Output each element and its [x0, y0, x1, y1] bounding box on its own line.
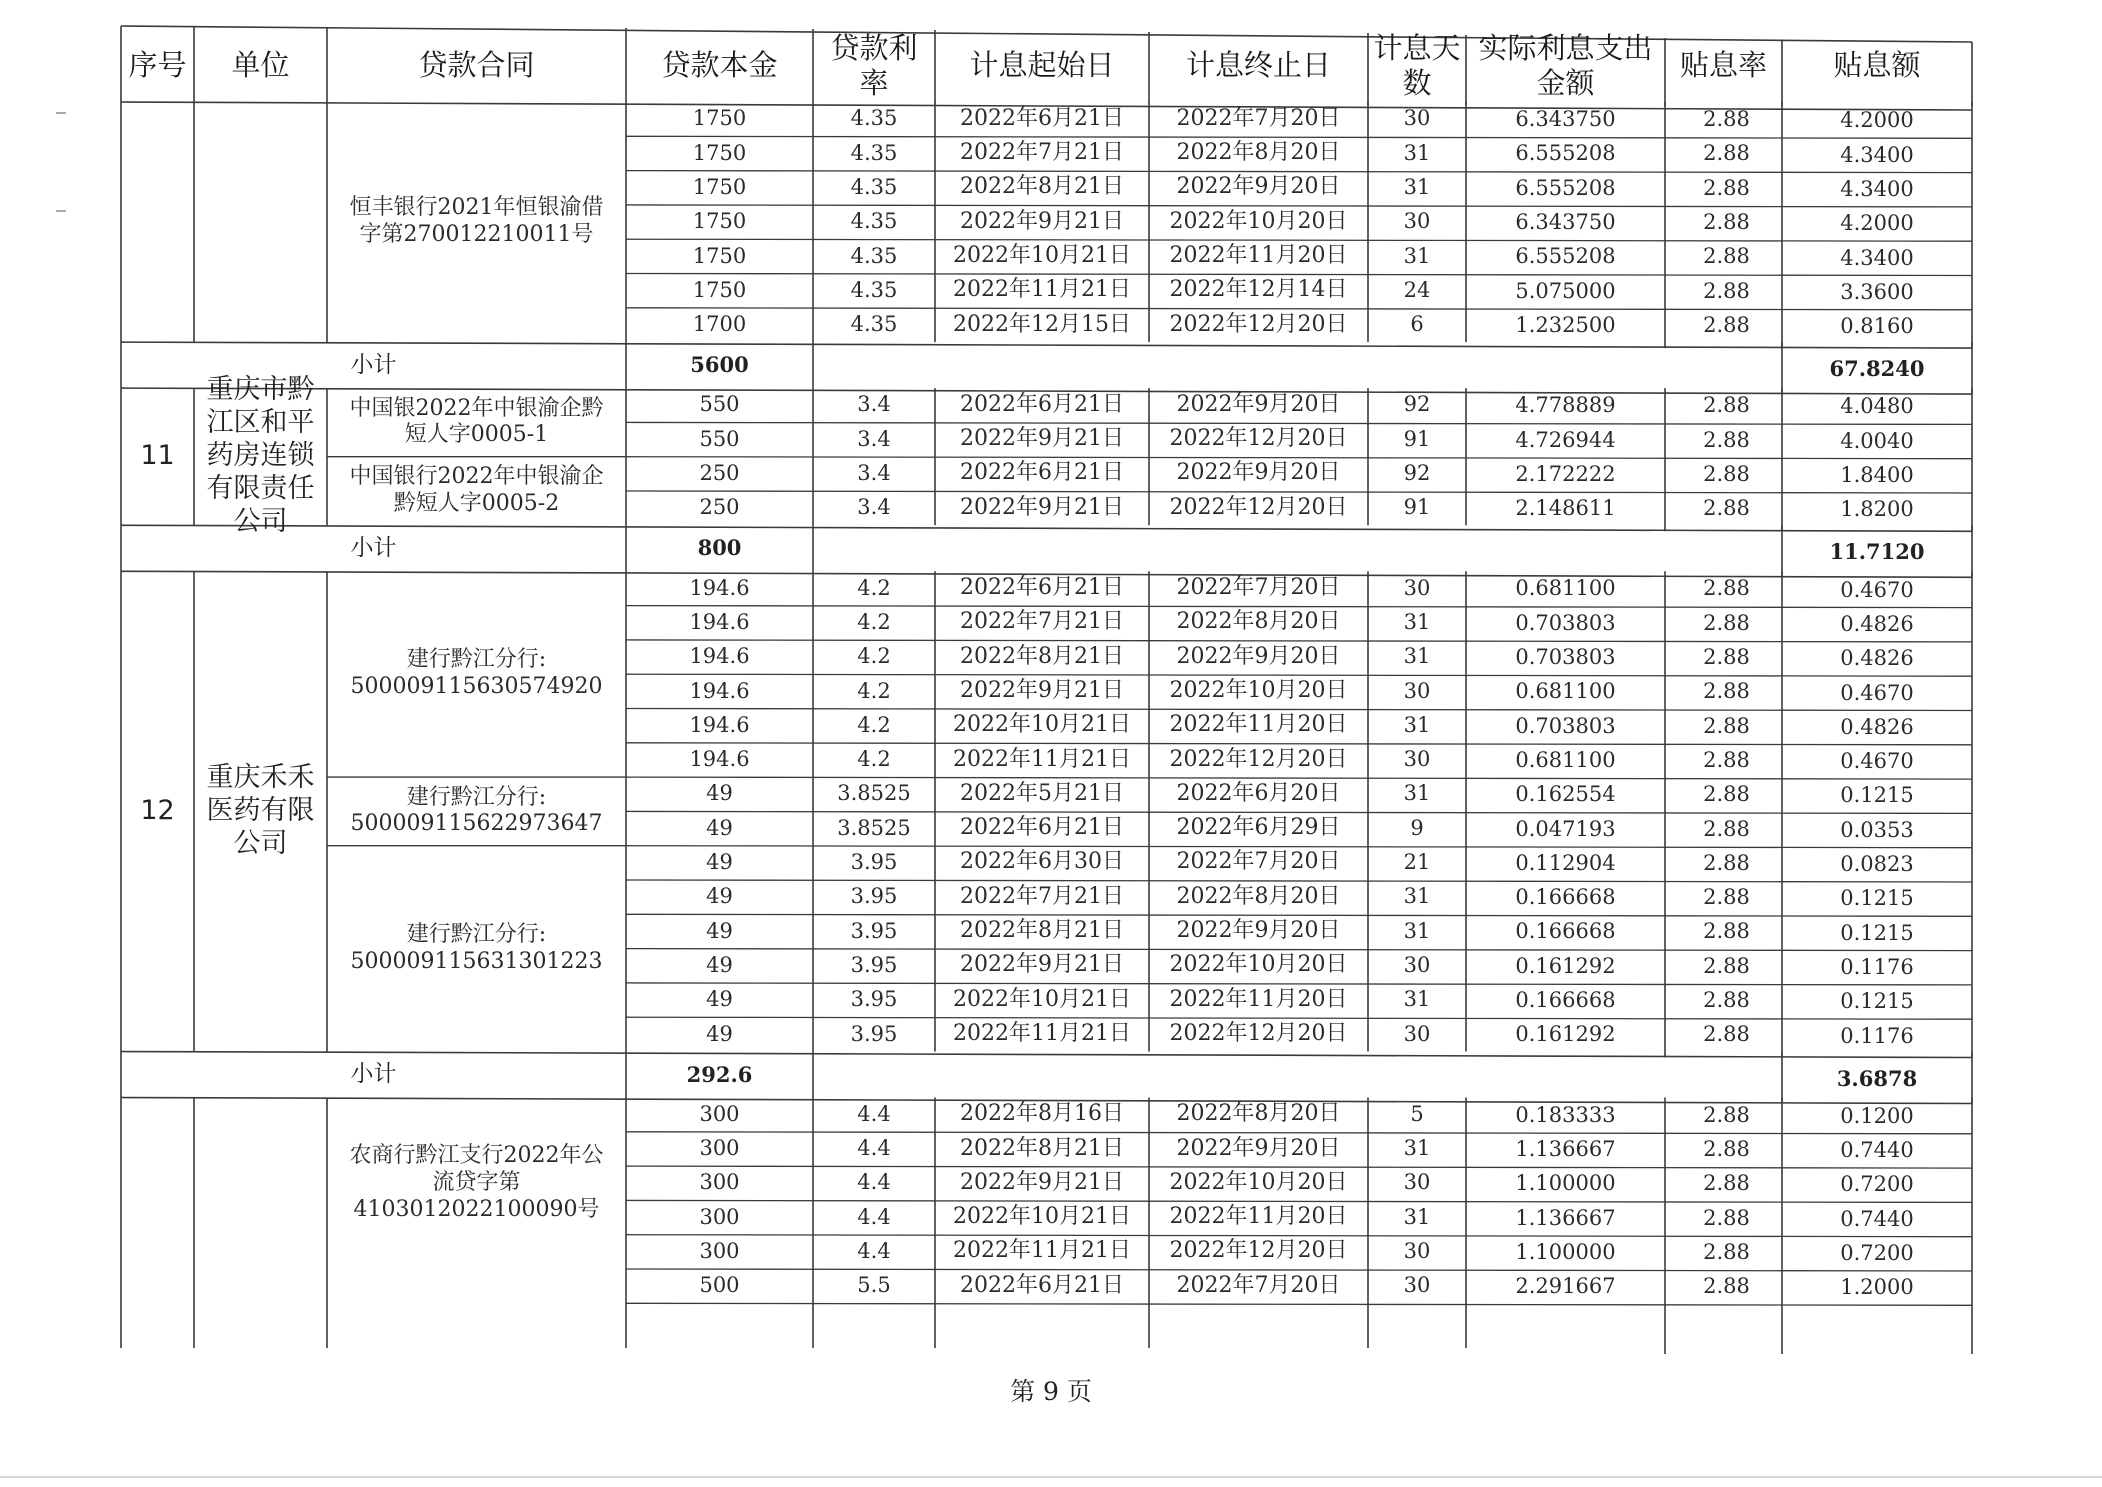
principal-cell: 1700: [692, 312, 747, 337]
days-cell: 91: [1403, 495, 1431, 520]
subsidy-cell: 0.0823: [1840, 852, 1914, 877]
end-date-cell: 2022年10月20日: [1169, 952, 1348, 978]
subsidy-cell: 4.3400: [1840, 142, 1914, 167]
rate-cell: 3.4: [857, 426, 891, 451]
end-date-cell: 2022年6月20日: [1176, 780, 1341, 806]
subsidy-cell: 0.7440: [1840, 1206, 1914, 1231]
contract-cell: 农商行黔江支行2022年公 流贷字第 4103012022100090号: [349, 1143, 604, 1222]
subsidy-cell: 0.4826: [1840, 646, 1914, 671]
rate-cell: 3.4: [857, 495, 891, 520]
subsidy-rate-cell: 2.88: [1703, 141, 1750, 166]
subsidy-rate-cell: 2.88: [1703, 107, 1750, 132]
end-date-cell: 2022年10月20日: [1169, 208, 1348, 234]
header-contract: 贷款合同: [418, 48, 535, 83]
days-cell: 30: [1403, 209, 1431, 234]
header-subsidy: 贴息额: [1833, 48, 1921, 83]
subtotal-label: 小计: [350, 535, 397, 562]
subsidy-rate-cell: 2.88: [1703, 1205, 1750, 1230]
interest-cell: 1.100000: [1515, 1239, 1616, 1264]
days-cell: 24: [1403, 277, 1431, 302]
start-date-cell: 2022年9月21日: [960, 494, 1124, 520]
rate-cell: 4.2: [857, 747, 891, 772]
rate-cell: 3.95: [850, 850, 898, 875]
start-date-cell: 2022年6月21日: [960, 460, 1124, 486]
start-date-cell: 2022年9月21日: [960, 426, 1124, 452]
subtotal-subsidy: 67.8240: [1829, 356, 1925, 382]
subsidy-rate-cell: 2.88: [1703, 782, 1750, 807]
start-date-cell: 2022年10月21日: [953, 712, 1131, 738]
subtotal-subsidy: 3.6878: [1836, 1065, 1918, 1091]
interest-cell: 6.555208: [1515, 244, 1616, 269]
interest-cell: 4.726944: [1515, 427, 1616, 452]
subsidy-cell: 0.8160: [1840, 314, 1914, 339]
days-cell: 30: [1403, 575, 1431, 600]
subsidy-cell: 0.1176: [1840, 954, 1914, 979]
interest-cell: 0.112904: [1515, 850, 1616, 875]
rate-cell: 4.2: [857, 712, 891, 737]
interest-cell: 2.291667: [1515, 1274, 1616, 1299]
contract-cell: 中国银行2022年中银渝企 黔短人字0005-2: [349, 464, 604, 516]
rate-cell: 4.35: [850, 209, 898, 234]
rate-cell: 4.2: [857, 575, 891, 600]
start-date-cell: 2022年6月21日: [960, 391, 1124, 417]
days-cell: 9: [1410, 815, 1424, 840]
start-date-cell: 2022年6月21日: [960, 1272, 1124, 1298]
interest-cell: 0.183333: [1515, 1102, 1616, 1127]
subsidy-rate-cell: 2.88: [1703, 461, 1750, 486]
interest-cell: 2.172222: [1515, 461, 1616, 486]
rate-cell: 3.8525: [837, 781, 911, 806]
subsidy-rate-cell: 2.88: [1703, 278, 1750, 303]
days-cell: 91: [1403, 426, 1431, 451]
days-cell: 31: [1403, 243, 1431, 268]
subsidy-rate-cell: 2.88: [1703, 1136, 1750, 1161]
days-cell: 21: [1403, 850, 1431, 875]
unit-name: 重庆禾禾 医药有限 公司: [206, 761, 315, 859]
days-cell: 31: [1403, 884, 1431, 909]
header-no: 序号: [128, 48, 187, 83]
contract-cell: 建行黔江分行: 500009115622973647: [350, 784, 603, 837]
rate-cell: 4.35: [850, 140, 898, 165]
end-date-cell: 2022年9月20日: [1176, 391, 1341, 417]
bottom-rule: [0, 1476, 2102, 1478]
principal-cell: 194.6: [689, 609, 750, 634]
subtotal-label: 小计: [350, 352, 397, 379]
subsidy-cell: 1.8400: [1840, 463, 1914, 488]
start-date-cell: 2022年7月21日: [960, 609, 1124, 635]
header-rate: 贷款利 率: [830, 30, 918, 100]
subsidy-rate-cell: 2.88: [1703, 576, 1750, 601]
rate-cell: 4.2: [857, 644, 891, 669]
principal-cell: 1750: [692, 243, 747, 268]
principal-cell: 300: [699, 1170, 740, 1195]
start-date-cell: 2022年6月30日: [960, 849, 1124, 875]
principal-cell: 194.6: [689, 644, 750, 669]
start-date-cell: 2022年11月21日: [953, 746, 1131, 772]
end-date-cell: 2022年12月20日: [1169, 494, 1348, 520]
subsidy-rate-cell: 2.88: [1703, 988, 1750, 1013]
interest-cell: 6.343750: [1515, 107, 1616, 132]
rate-cell: 3.95: [850, 1021, 898, 1046]
days-cell: 31: [1403, 1136, 1431, 1161]
subtotal-subsidy: 11.7120: [1829, 539, 1925, 565]
subsidy-cell: 0.4826: [1840, 611, 1914, 636]
principal-cell: 1750: [692, 209, 747, 234]
end-date-cell: 2022年9月20日: [1176, 460, 1341, 486]
interest-cell: 0.703803: [1515, 645, 1616, 670]
rate-cell: 4.35: [850, 243, 898, 268]
principal-cell: 194.6: [689, 712, 750, 737]
days-cell: 30: [1403, 1170, 1431, 1195]
header-start-date: 计息起始日: [969, 48, 1115, 83]
days-cell: 31: [1403, 1204, 1431, 1229]
start-date-cell: 2022年9月21日: [960, 952, 1124, 978]
interest-cell: 0.703803: [1515, 610, 1616, 635]
subsidy-cell: 0.7440: [1840, 1138, 1914, 1163]
days-cell: 5: [1410, 1101, 1424, 1126]
end-date-cell: 2022年9月20日: [1176, 1135, 1341, 1161]
contract-cell: 建行黔江分行: 500009115630574920: [350, 647, 603, 700]
start-date-cell: 2022年11月21日: [953, 277, 1131, 303]
end-date-cell: 2022年8月20日: [1176, 140, 1341, 166]
subsidy-rate-cell: 2.88: [1703, 645, 1750, 670]
unit-name: 重庆市黔 江区和平 药房连锁 有限责任 公司: [206, 374, 315, 538]
header-principal: 贷款本金: [661, 48, 778, 83]
principal-cell: 49: [706, 952, 733, 977]
page-number: 第 9 页: [1010, 1377, 1092, 1406]
interest-cell: 0.166668: [1515, 919, 1616, 944]
subsidy-cell: 1.8200: [1840, 497, 1914, 522]
principal-cell: 300: [699, 1136, 740, 1161]
principal-cell: 300: [699, 1101, 740, 1126]
rate-cell: 4.4: [857, 1204, 891, 1229]
subsidy-rate-cell: 2.88: [1703, 919, 1750, 944]
principal-cell: 1750: [692, 106, 747, 131]
subsidy-cell: 4.2000: [1840, 211, 1914, 236]
subsidy-rate-cell: 2.88: [1703, 244, 1750, 269]
days-cell: 30: [1403, 678, 1431, 703]
interest-cell: 0.166668: [1515, 885, 1616, 910]
start-date-cell: 2022年8月21日: [960, 1135, 1124, 1161]
days-cell: 6: [1410, 312, 1424, 337]
subsidy-rate-cell: 2.88: [1703, 850, 1750, 875]
start-date-cell: 2022年8月21日: [960, 918, 1124, 944]
subsidy-cell: 0.1200: [1840, 1103, 1914, 1128]
subtotal-principal: 800: [697, 535, 742, 561]
days-cell: 31: [1403, 644, 1431, 669]
end-date-cell: 2022年12月20日: [1169, 746, 1348, 772]
subsidy-rate-cell: 2.88: [1703, 747, 1750, 772]
principal-cell: 1750: [692, 277, 747, 302]
days-cell: 31: [1403, 987, 1431, 1012]
start-date-cell: 2022年9月21日: [960, 677, 1124, 703]
subsidy-rate-cell: 2.88: [1703, 1102, 1750, 1127]
rate-cell: 4.2: [857, 678, 891, 703]
interest-cell: 5.075000: [1515, 278, 1616, 303]
subsidy-rate-cell: 2.88: [1703, 496, 1750, 521]
days-cell: 30: [1403, 952, 1431, 977]
days-cell: 31: [1403, 174, 1431, 199]
subsidy-cell: 3.3600: [1840, 279, 1914, 304]
subtotal-principal: 292.6: [686, 1061, 753, 1087]
interest-cell: 1.136667: [1515, 1205, 1616, 1230]
start-date-cell: 2022年11月21日: [953, 1238, 1131, 1264]
interest-cell: 6.343750: [1515, 210, 1616, 235]
end-date-cell: 2022年12月20日: [1169, 426, 1348, 452]
header-interest: 实际利息支出 金额: [1478, 30, 1653, 100]
interest-cell: 0.162554: [1515, 782, 1616, 807]
subsidy-cell: 0.1176: [1840, 1023, 1914, 1048]
subsidy-cell: 0.7200: [1840, 1241, 1914, 1266]
end-date-cell: 2022年7月20日: [1176, 105, 1341, 131]
end-date-cell: 2022年12月20日: [1169, 311, 1348, 337]
interest-cell: 0.703803: [1515, 713, 1616, 738]
principal-cell: 1750: [692, 174, 747, 199]
end-date-cell: 2022年11月20日: [1169, 242, 1348, 268]
start-date-cell: 2022年7月21日: [960, 140, 1124, 166]
subsidy-cell: 0.4826: [1840, 714, 1914, 739]
header-subsidy-rate: 贴息率: [1679, 48, 1767, 83]
days-cell: 92: [1403, 392, 1431, 417]
start-date-cell: 2022年10月21日: [953, 242, 1131, 268]
subsidy-cell: 0.1215: [1840, 886, 1914, 911]
end-date-cell: 2022年11月20日: [1169, 986, 1348, 1012]
rate-cell: 4.2: [857, 609, 891, 634]
days-cell: 31: [1403, 781, 1431, 806]
end-date-cell: 2022年7月20日: [1176, 1272, 1341, 1298]
subsidy-cell: 4.3400: [1840, 176, 1914, 201]
principal-cell: 49: [706, 1021, 733, 1046]
start-date-cell: 2022年12月15日: [953, 311, 1131, 337]
start-date-cell: 2022年6月21日: [960, 105, 1124, 131]
subtotal-principal: 5600: [690, 352, 749, 378]
rate-cell: 3.95: [850, 952, 898, 977]
start-date-cell: 2022年10月21日: [953, 986, 1131, 1012]
rate-cell: 4.4: [857, 1239, 891, 1264]
interest-cell: 1.136667: [1515, 1136, 1616, 1161]
interest-cell: 4.778889: [1515, 393, 1616, 418]
days-cell: 30: [1403, 1021, 1431, 1046]
subsidy-rate-cell: 2.88: [1703, 713, 1750, 738]
principal-cell: 550: [699, 426, 740, 451]
interest-cell: 0.166668: [1515, 988, 1616, 1013]
start-date-cell: 2022年11月21日: [953, 1020, 1131, 1046]
row-number: 12: [140, 794, 175, 826]
principal-cell: 49: [706, 884, 733, 909]
subsidy-rate-cell: 2.88: [1703, 679, 1750, 704]
header-days: 计息天 数: [1373, 30, 1461, 100]
subsidy-cell: 0.7200: [1840, 1172, 1914, 1197]
end-date-cell: 2022年12月20日: [1169, 1020, 1348, 1046]
subsidy-cell: 0.4670: [1840, 749, 1914, 774]
interest-cell: 6.555208: [1515, 141, 1616, 166]
principal-cell: 49: [706, 918, 733, 943]
subsidy-rate-cell: 2.88: [1703, 816, 1750, 841]
subsidy-cell: 0.4670: [1840, 680, 1914, 705]
principal-cell: 194.6: [689, 678, 750, 703]
days-cell: 31: [1403, 609, 1431, 634]
interest-cell: 0.681100: [1515, 679, 1616, 704]
principal-cell: 300: [699, 1239, 740, 1264]
end-date-cell: 2022年10月20日: [1169, 677, 1348, 703]
subsidy-rate-cell: 2.88: [1703, 885, 1750, 910]
start-date-cell: 2022年8月16日: [960, 1101, 1124, 1127]
interest-cell: 0.161292: [1515, 953, 1616, 978]
row-number: 11: [140, 440, 175, 472]
end-date-cell: 2022年10月20日: [1169, 1169, 1348, 1195]
rate-cell: 4.35: [850, 312, 898, 337]
rate-cell: 5.5: [857, 1273, 891, 1298]
subsidy-rate-cell: 2.88: [1703, 312, 1750, 337]
subsidy-cell: 1.2000: [1840, 1275, 1914, 1300]
principal-cell: 194.6: [689, 747, 750, 772]
principal-cell: 49: [706, 850, 733, 875]
header-end-date: 计息终止日: [1185, 48, 1331, 83]
principal-cell: 250: [699, 495, 740, 520]
subsidy-rate-cell: 2.88: [1703, 210, 1750, 235]
interest-cell: 1.232500: [1515, 312, 1616, 337]
subsidy-rate-cell: 2.88: [1703, 1239, 1750, 1264]
days-cell: 92: [1403, 461, 1431, 486]
rate-cell: 4.4: [857, 1170, 891, 1195]
principal-cell: 500: [699, 1273, 740, 1298]
end-date-cell: 2022年11月20日: [1169, 712, 1348, 738]
rate-cell: 4.4: [857, 1136, 891, 1161]
start-date-cell: 2022年9月21日: [960, 1169, 1124, 1195]
end-date-cell: 2022年6月29日: [1176, 815, 1341, 841]
subsidy-rate-cell: 2.88: [1703, 1022, 1750, 1047]
subsidy-cell: 4.3400: [1840, 245, 1914, 270]
rate-cell: 3.4: [857, 392, 891, 417]
start-date-cell: 2022年7月21日: [960, 883, 1124, 909]
subsidy-rate-cell: 2.88: [1703, 393, 1750, 418]
subsidy-cell: 0.1215: [1840, 920, 1914, 945]
subsidy-cell: 4.0480: [1840, 394, 1914, 419]
rate-cell: 3.95: [850, 987, 898, 1012]
days-cell: 31: [1403, 712, 1431, 737]
rate-cell: 4.35: [850, 106, 898, 131]
days-cell: 30: [1403, 1239, 1431, 1264]
end-date-cell: 2022年7月20日: [1176, 849, 1341, 875]
interest-cell: 0.681100: [1515, 576, 1616, 601]
subsidy-rate-cell: 2.88: [1703, 175, 1750, 200]
interest-cell: 0.047193: [1515, 816, 1616, 841]
start-date-cell: 2022年6月21日: [960, 575, 1124, 601]
subsidy-rate-cell: 2.88: [1703, 1274, 1750, 1299]
end-date-cell: 2022年9月20日: [1176, 174, 1341, 200]
end-date-cell: 2022年12月20日: [1169, 1238, 1348, 1264]
principal-cell: 49: [706, 987, 733, 1012]
contract-cell: 恒丰银行2021年恒银渝借 字第270012210011号: [349, 195, 604, 248]
end-date-cell: 2022年8月20日: [1176, 609, 1341, 635]
interest-cell: 1.100000: [1515, 1171, 1616, 1196]
interest-cell: 0.681100: [1515, 747, 1616, 772]
principal-cell: 550: [699, 392, 740, 417]
subsidy-cell: 0.1215: [1840, 783, 1914, 808]
days-cell: 31: [1403, 918, 1431, 943]
start-date-cell: 2022年10月21日: [953, 1204, 1131, 1230]
subsidy-rate-cell: 2.88: [1703, 610, 1750, 635]
end-date-cell: 2022年9月20日: [1176, 643, 1341, 669]
subsidy-cell: 4.2000: [1840, 108, 1914, 133]
subsidy-rate-cell: 2.88: [1703, 1171, 1750, 1196]
rate-cell: 4.35: [850, 174, 898, 199]
subtotal-label: 小计: [350, 1061, 397, 1088]
principal-cell: 194.6: [689, 575, 750, 600]
rate-cell: 4.35: [850, 277, 898, 302]
rate-cell: 3.95: [850, 918, 898, 943]
margin-mark: [56, 112, 66, 114]
end-date-cell: 2022年9月20日: [1176, 918, 1341, 944]
start-date-cell: 2022年6月21日: [960, 815, 1124, 841]
principal-cell: 1750: [692, 140, 747, 165]
start-date-cell: 2022年5月21日: [960, 780, 1124, 806]
start-date-cell: 2022年8月21日: [960, 174, 1124, 200]
header-unit: 单位: [231, 48, 290, 83]
end-date-cell: 2022年7月20日: [1176, 575, 1341, 601]
principal-cell: 250: [699, 461, 740, 486]
margin-mark: [56, 210, 66, 212]
principal-cell: 300: [699, 1204, 740, 1229]
rate-cell: 3.95: [850, 884, 898, 909]
end-date-cell: 2022年11月20日: [1169, 1204, 1348, 1230]
contract-cell: 建行黔江分行: 500009115631301223: [350, 921, 603, 974]
days-cell: 31: [1403, 140, 1431, 165]
subsidy-rate-cell: 2.88: [1703, 427, 1750, 452]
subsidy-cell: 4.0040: [1840, 428, 1914, 453]
rate-cell: 3.8525: [837, 815, 911, 840]
contract-cell: 中国银2022年中银渝企黔 短人字0005-1: [349, 395, 604, 448]
interest-cell: 0.161292: [1515, 1022, 1616, 1047]
days-cell: 30: [1403, 747, 1431, 772]
principal-cell: 49: [706, 815, 733, 840]
start-date-cell: 2022年9月21日: [960, 208, 1124, 234]
days-cell: 30: [1403, 106, 1431, 131]
subsidy-cell: 0.0353: [1840, 817, 1914, 842]
subsidy-cell: 0.4670: [1840, 577, 1914, 602]
subsidy-cell: 0.1215: [1840, 989, 1914, 1014]
subsidy-rate-cell: 2.88: [1703, 953, 1750, 978]
start-date-cell: 2022年8月21日: [960, 643, 1124, 669]
principal-cell: 49: [706, 781, 733, 806]
interest-cell: 2.148611: [1515, 496, 1616, 521]
end-date-cell: 2022年8月20日: [1176, 1101, 1341, 1127]
rate-cell: 3.4: [857, 461, 891, 486]
rate-cell: 4.4: [857, 1101, 891, 1126]
days-cell: 30: [1403, 1273, 1431, 1298]
end-date-cell: 2022年12月14日: [1169, 277, 1348, 303]
interest-cell: 6.555208: [1515, 175, 1616, 200]
end-date-cell: 2022年8月20日: [1176, 883, 1341, 909]
